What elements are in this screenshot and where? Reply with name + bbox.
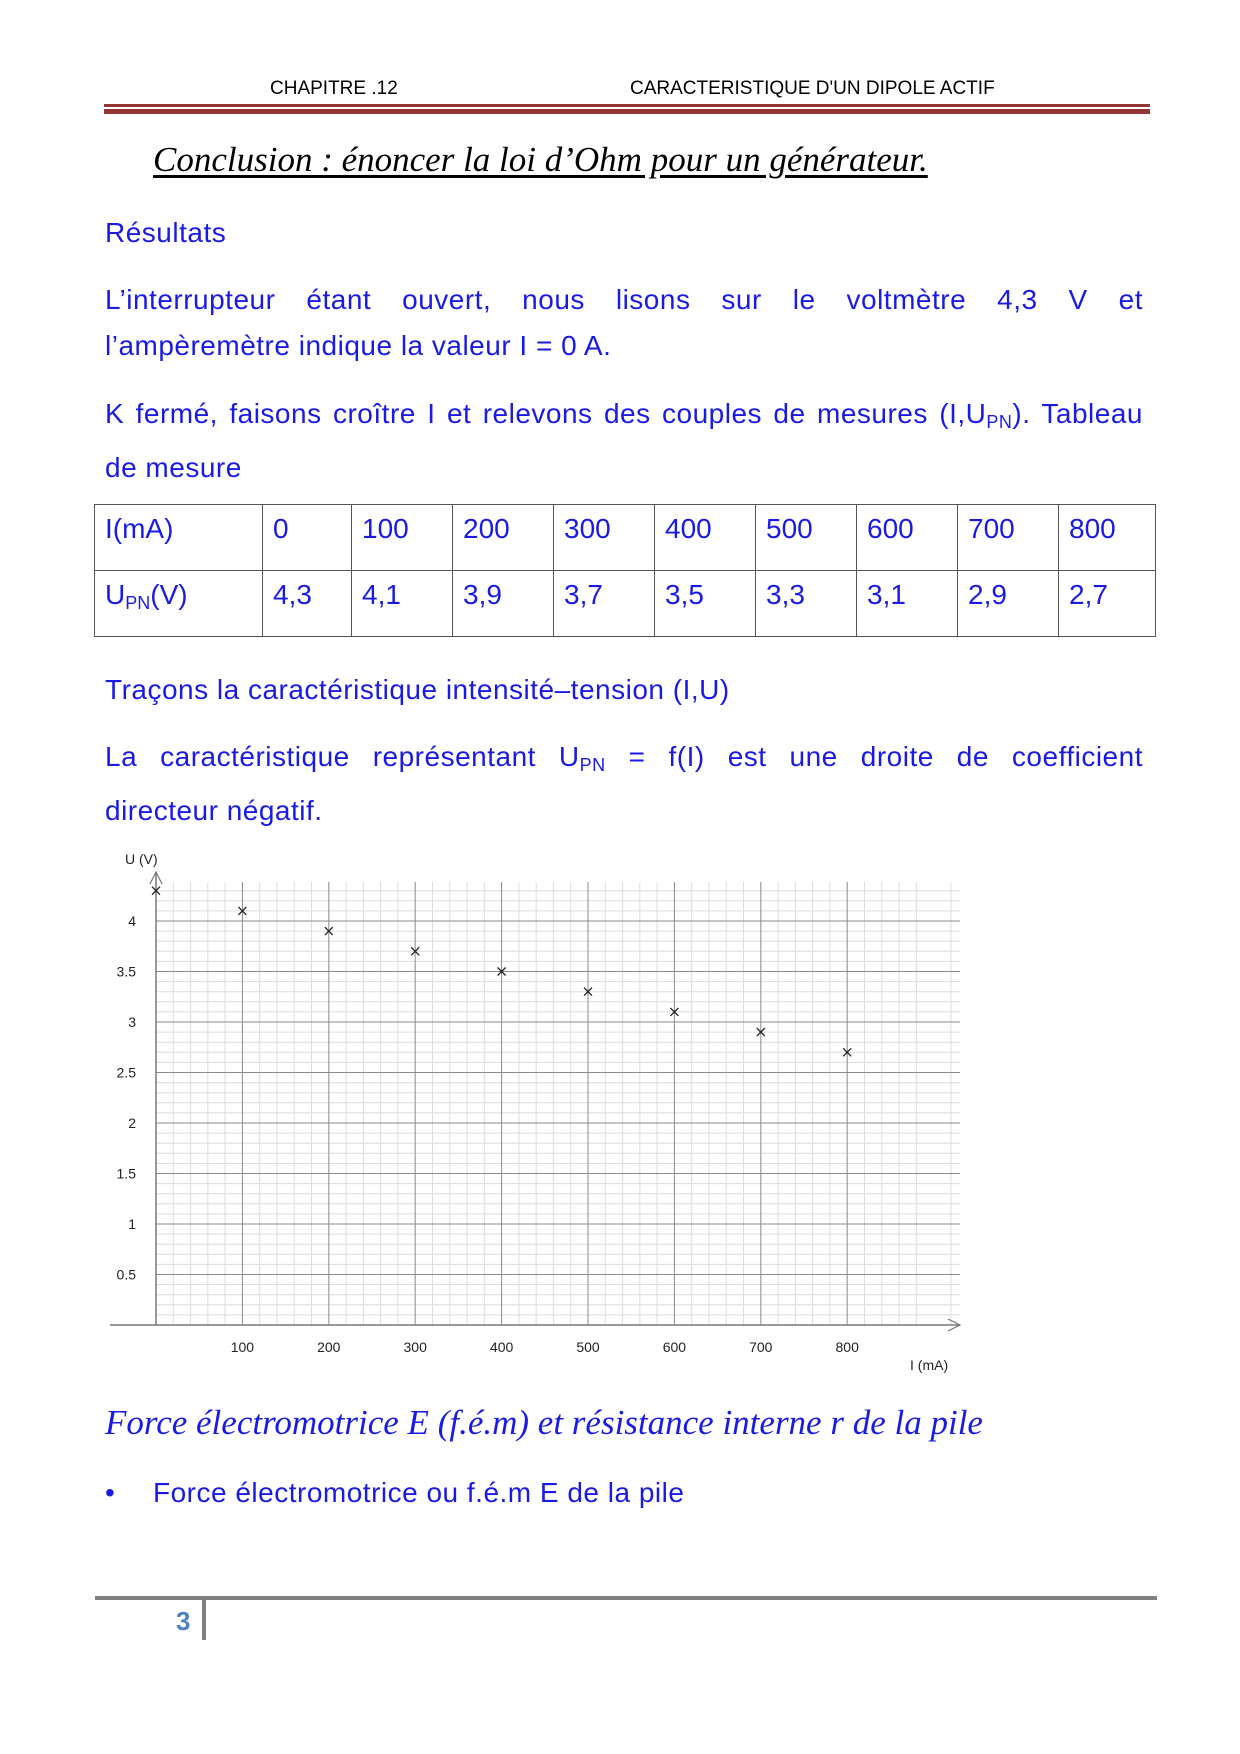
table-cell: 3,7	[554, 571, 655, 637]
measurement-table	[94, 504, 1156, 637]
table-cell: 600	[857, 505, 958, 571]
conclusion-heading: Conclusion : énoncer la loi d’Ohm pour un générateur.	[153, 140, 928, 179]
table-cell: 200	[453, 505, 554, 571]
paragraph-trace: Traçons la caractéristique intensité–tension (I,U)	[105, 674, 730, 705]
y-tick-label: 2	[128, 1115, 136, 1131]
x-tick-label: 500	[576, 1339, 600, 1355]
y-tick-label: 1.5	[116, 1165, 136, 1182]
subscript-pn: PN	[125, 593, 151, 613]
y-tick-labels	[117, 913, 137, 1283]
table-cell: 3,3	[756, 571, 857, 637]
paragraph-closed-switch-line1	[105, 391, 1143, 445]
header-chapter: CHAPITRE .12	[270, 78, 398, 99]
label-u: U	[105, 579, 126, 610]
paragraph-text: ). Tableau	[1012, 398, 1143, 429]
paragraph-text: = f(I) est une droite de coefficient	[605, 741, 1143, 772]
table-cell: 300	[554, 505, 655, 571]
page-number: 3	[176, 1606, 191, 1636]
header-rule-bottom	[104, 109, 1150, 114]
x-axis-label: I (mA)	[910, 1357, 949, 1373]
paragraph-closed-switch-line2: de mesure	[105, 452, 242, 483]
paragraph-characteristic-line1	[105, 734, 1143, 788]
table-cell: 3,9	[453, 571, 554, 637]
bullet-text: Force électromotrice ou f.é.m E de la pile	[153, 1477, 685, 1508]
table-cell: 3,5	[655, 571, 756, 637]
bullet-item	[105, 1477, 684, 1509]
y-tick-label: 4	[128, 913, 136, 929]
paragraph-characteristic	[105, 734, 1143, 834]
chart-minor-grid	[156, 882, 960, 1325]
table-cell: 4,3	[263, 571, 352, 637]
x-tick-label: 800	[835, 1339, 859, 1355]
table-cell: 2,7	[1059, 571, 1156, 637]
subscript-pn: PN	[579, 755, 606, 775]
paragraph-open-switch	[105, 277, 1143, 369]
x-tick-label: 600	[662, 1339, 687, 1355]
y-tick-label: 3	[128, 1014, 136, 1030]
x-tick-label: 300	[403, 1339, 427, 1355]
paragraph-closed-switch	[105, 391, 1143, 491]
force-heading: Force électromotrice E (f.é.m) et résistance interne r de la pile	[105, 1403, 983, 1442]
table-cell: 2,9	[958, 571, 1059, 637]
y-tick-label: 3.5	[116, 963, 136, 980]
table-cell: 0	[263, 505, 352, 571]
x-tick-label: 400	[489, 1339, 514, 1355]
table-cell: 3,1	[857, 571, 958, 637]
subscript-pn: PN	[986, 412, 1013, 432]
table-header-voltage	[95, 571, 263, 637]
y-tick-label: 2.5	[116, 1064, 136, 1081]
footer-separator	[202, 1600, 206, 1640]
table-cell: 4,1	[352, 571, 453, 637]
table-cell: 800	[1059, 505, 1156, 571]
paragraph-open-switch-line1: L’interrupteur étant ouvert, nous lisons sur le voltmètre 4,3 V et	[105, 284, 1143, 315]
header-title: CARACTERISTIQUE D'UN DIPOLE ACTIF	[630, 78, 995, 99]
results-heading: Résultats	[105, 217, 227, 248]
table-row-voltage	[95, 571, 1156, 637]
paragraph-open-switch-line2: l’ampèremètre indique la valeur I = 0 A.	[105, 330, 612, 361]
y-axis-label: U (V)	[125, 851, 158, 867]
characteristic-chart	[100, 846, 980, 1386]
bullet-icon: •	[105, 1477, 116, 1508]
label-unit: (V)	[150, 579, 188, 610]
x-tick-labels	[231, 1339, 859, 1355]
table-cell: 100	[352, 505, 453, 571]
paragraph-text: K fermé, faisons croître I et relevons des couples de mesures (I,U	[105, 398, 987, 429]
table-cell: 400	[655, 505, 756, 571]
x-tick-label: 100	[230, 1339, 255, 1355]
header-rule-top	[104, 104, 1150, 107]
paragraph-characteristic-line2: directeur négatif.	[105, 795, 323, 826]
x-tick-label: 200	[317, 1339, 341, 1355]
table-cell: 500	[756, 505, 857, 571]
table-header-current: I(mA)	[95, 505, 263, 571]
y-tick-label: 0.5	[116, 1266, 136, 1283]
table-row-current	[95, 505, 1156, 571]
paragraph-text: La caractéristique représentant U	[105, 741, 580, 772]
x-tick-label: 700	[749, 1339, 773, 1355]
footer-rule	[95, 1596, 1157, 1600]
y-tick-label: 1	[128, 1216, 136, 1232]
table-cell: 700	[958, 505, 1059, 571]
